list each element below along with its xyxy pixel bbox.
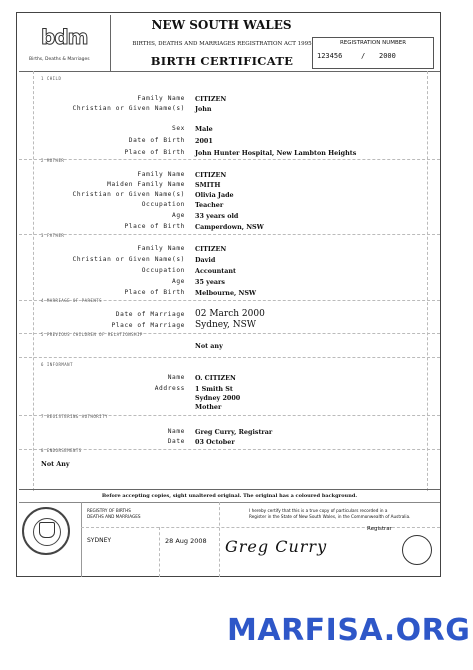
mother-maiden-name: SMITH [195, 181, 221, 189]
child-dob-label: Date of Birth [128, 137, 185, 144]
birth-certificate [16, 12, 441, 577]
mother-age: 33 years old [195, 212, 239, 220]
registration-number: 123456 [317, 52, 343, 60]
marriage-place-label: Place of Marriage [111, 322, 185, 329]
divider [19, 234, 440, 235]
registrar-name-label: Name [167, 428, 185, 435]
mother-given-name-label: Christian or Given Name(s) [72, 191, 185, 198]
mother-age-label: Age [172, 212, 185, 219]
child-pob-label: Place of Birth [124, 149, 185, 156]
child-family-name: CITIZEN [195, 95, 227, 103]
father-pob-label: Place of Birth [124, 289, 185, 296]
registrar-name: Greg Curry, Registrar [195, 428, 273, 436]
registration-label: REGISTRATION NUMBER [339, 40, 407, 46]
footer-note: Before accepting copies, sight unaltered original. The original has a coloured background. [101, 493, 358, 499]
section-previous-children: 5 PREVIOUS CHILDREN OF RELATIONSHIP [41, 332, 143, 337]
child-dob: 2001 [195, 137, 213, 145]
father-age-label: Age [172, 278, 185, 285]
footer-divider [19, 489, 440, 490]
brand-watermark: MARFISA.ORG [227, 613, 471, 648]
father-given-name-label: Christian or Given Name(s) [72, 256, 185, 263]
mother-family-name-label: Family Name [137, 171, 185, 178]
footer-vline [159, 527, 160, 577]
registrar-label: Registrar [367, 526, 392, 532]
informant-address-line1: 1 Smith St [195, 385, 233, 393]
mother-given-name: Olivia Jade [195, 191, 234, 199]
stamp-circle-icon [402, 535, 432, 565]
section-marriage: 4 MARRIAGE OF PARENTS [41, 298, 103, 303]
registration-date: 03 October [195, 438, 235, 446]
registry-name [87, 508, 141, 519]
logo-subtext: Births, Deaths & Marriages [29, 57, 90, 62]
bdm-logo [19, 15, 111, 71]
previous-children-value: Not any [195, 342, 223, 350]
state-title: NEW SOUTH WALES [151, 18, 292, 32]
divider [19, 357, 440, 358]
mother-occupation-label: Occupation [141, 201, 185, 208]
informant-address-line2: Sydney 2000 [195, 394, 241, 402]
child-given-name-label: Christian or Given Name(s) [72, 105, 185, 112]
logo-mark: bdm [41, 25, 88, 49]
marriage-place: Sydney, NSW [195, 320, 257, 330]
father-pob: Melbourne, NSW [195, 289, 257, 297]
crest-icon [39, 522, 55, 538]
section-informant: 6 INFORMANT [41, 362, 73, 367]
footer-vline [81, 502, 82, 577]
nsw-seal-icon [22, 507, 70, 555]
footer-vline [219, 502, 220, 577]
child-given-name: John [195, 105, 212, 113]
registry-line-1: REGISTRY OF BIRTHS [87, 508, 131, 513]
registry-line-2: DEATHS AND MARRIAGES [87, 513, 141, 519]
endorsements-value: Not Any [41, 460, 70, 468]
certification-text [249, 508, 419, 519]
child-sex-label: Sex [172, 125, 185, 132]
section-endorsements: 8 ENDORSEMENTS [41, 448, 82, 453]
certify-line-2: Register in the State of New South Wales, in the Commonwealth of Australia. [249, 513, 411, 519]
mother-maiden-name-label: Maiden Family Name [107, 181, 185, 188]
document-title: BIRTH CERTIFICATE [150, 54, 294, 68]
father-given-name: David [195, 256, 216, 264]
informant-address-label: Address [154, 385, 185, 392]
issue-date: 28 Aug 2008 [165, 537, 207, 545]
father-family-name-label: Family Name [137, 245, 185, 252]
right-guide [427, 71, 428, 491]
footer-top-line [19, 502, 440, 503]
marriage-date-label: Date of Marriage [115, 311, 185, 318]
registration-year: 2000 [379, 52, 396, 60]
left-guide [33, 71, 34, 491]
mother-occupation: Teacher [195, 201, 224, 209]
section-father: 3 FATHER [41, 233, 65, 238]
informant-relation: Mother [195, 403, 222, 411]
registration-box [312, 37, 434, 69]
registration-date-label: Date [167, 438, 185, 445]
father-family-name: CITIZEN [195, 245, 227, 253]
registration-separator: / [361, 52, 366, 60]
father-occupation: Accountant [195, 267, 236, 275]
father-occupation-label: Occupation [141, 267, 185, 274]
mother-pob: Camperdown, NSW [195, 223, 264, 231]
section-child: 1 CHILD [41, 76, 62, 81]
issue-place: SYDNEY [87, 537, 112, 544]
mother-family-name: CITIZEN [195, 171, 227, 179]
act-title: BIRTHS, DEATHS AND MARRIAGES REGISTRATION ACT 1995 [132, 41, 312, 47]
informant-name-label: Name [167, 374, 185, 381]
child-sex: Male [195, 125, 213, 133]
father-age: 35 years [195, 278, 226, 286]
section-registering-authority: 7 REGISTERING AUTHORITY [41, 414, 108, 419]
child-pob: John Hunter Hospital, New Lambton Heights [195, 149, 357, 157]
registrar-signature: Greg Curry [225, 537, 328, 556]
header-divider [19, 71, 440, 72]
mother-pob-label: Place of Birth [124, 223, 185, 230]
divider [19, 449, 440, 450]
marriage-date: 02 March 2000 [195, 309, 265, 319]
divider [19, 159, 440, 160]
section-mother: 2 MOTHER [41, 158, 65, 163]
informant-name: O. CITIZEN [195, 374, 236, 382]
certify-line-1: I hereby certify that this is a true copy of particulars recorded in a [249, 508, 388, 513]
child-family-name-label: Family Name [137, 95, 185, 102]
